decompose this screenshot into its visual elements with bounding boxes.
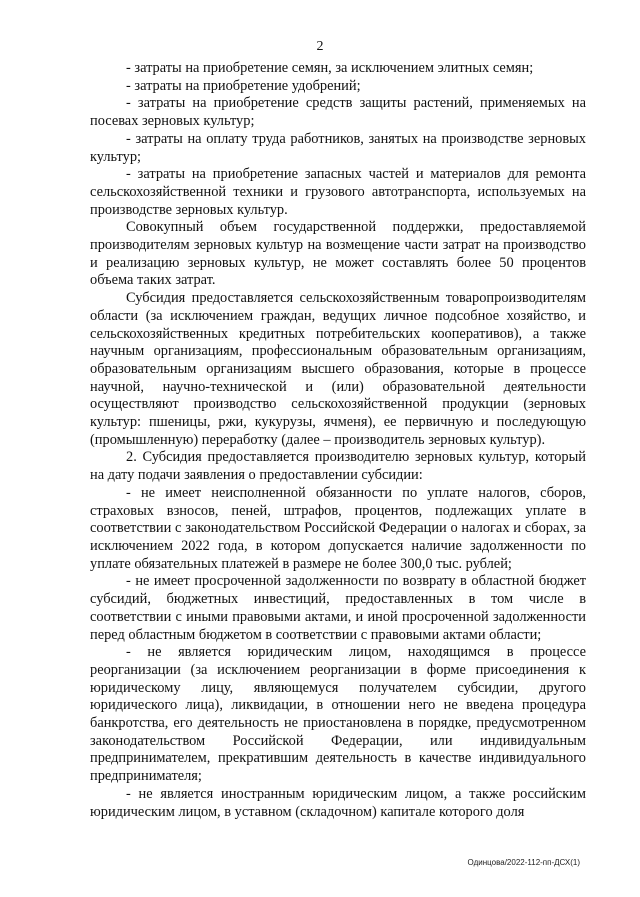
paragraph-plant-protection-costs: - затраты на приобретение средств защиты растений, применяемых на посевах зерновых культур; [90, 95, 586, 130]
paragraph-fertilizer-costs: - затраты на приобретение удобрений; [126, 77, 361, 94]
paragraph-spare-parts-costs: - затраты на приобретение запасных частей и материалов для ремонта сельскохозяйственной техники и грузового автотранспорта, используемых на производстве зерновых культур. [90, 166, 586, 218]
paragraph-labor-costs: - затраты на оплату труда работников, занятых на производстве зерновых культур; [90, 130, 586, 165]
paragraph-no-tax-debt: - не имеет неисполненной обязанности по уплате налогов, сборов, страховых взносов, пеней, штрафов, процентов, подлежащих уплате в соответствии с законодательством Российской Федерации о налогах и сборах, за исключением 2022 года, в котором допускается наличие задолженности по уплате обязательных платежей в размере не более 300,0 тыс. рублей; [90, 484, 586, 572]
paragraph-subsidy-recipients: Субсидия предоставляется сельскохозяйственным товаропроизводителям области (за исключением граждан, ведущих личное подсобное хозяйство, и сельскохозяйственных кредитных потребительских кооперативов), а также научным организациям, профессиональным образовательным организациям, образовательным организациям высшего образования, которые в процессе научной, научно-технической и (или) образовательной деятельности осуществляют производство сельскохозяйственной продукции (зерновых культур: пшеницы, ржи, кукурузы, ячменя), ее первичную и последующую (промышленную) переработку (далее – производитель зерновых культур). [90, 290, 586, 448]
paragraph-item-2: 2. Субсидия предоставляется производителю зерновых культур, который на дату подачи заявления о предоставлении субсидии: [90, 449, 586, 484]
paragraph-no-budget-debt: - не имеет просроченной задолженности по возврату в областной бюджет субсидий, бюджетных инвестиций, предоставленных в том числе в соответствии с иными правовыми актами, и иной просроченной задолженности перед областным бюджетом в соответствии с правовыми актами области; [90, 573, 586, 643]
page-number: 2 [316, 39, 324, 54]
paragraph-not-reorganizing: - не является юридическим лицом, находящимся в процессе реорганизации (за исключением реорганизации в форме присоединения к юридическому лицу, являющемуся получателем субсидии, другого юридического лица), ликвидации, в отношении него не введена процедура банкротства, его деятельность не приостановлена в порядке, предусмотренном законодательством Российской Федерации, или индивидуальным предпринимателем, прекратившим деятельность в качестве индивидуального предпринимателя; [90, 644, 586, 785]
document-footer-code: Одинцова/2022-112-пп-ДСХ(1) [467, 858, 580, 867]
document-body [90, 60, 586, 821]
paragraph-seeds-costs: - затраты на приобретение семян, за исключением элитных семян; [126, 60, 534, 76]
paragraph-total-support: Совокупный объем государственной поддержки, предоставляемой производителям зерновых культур на возмещение части затрат на производство и реализацию зерновых культур, не может составлять более 50 процентов объема таких затрат. [90, 219, 586, 289]
paragraph-not-foreign-entity: - не является иностранным юридическим лицом, а также российским юридическим лицом, в уставном (складочном) капитале которого доля [90, 785, 586, 820]
